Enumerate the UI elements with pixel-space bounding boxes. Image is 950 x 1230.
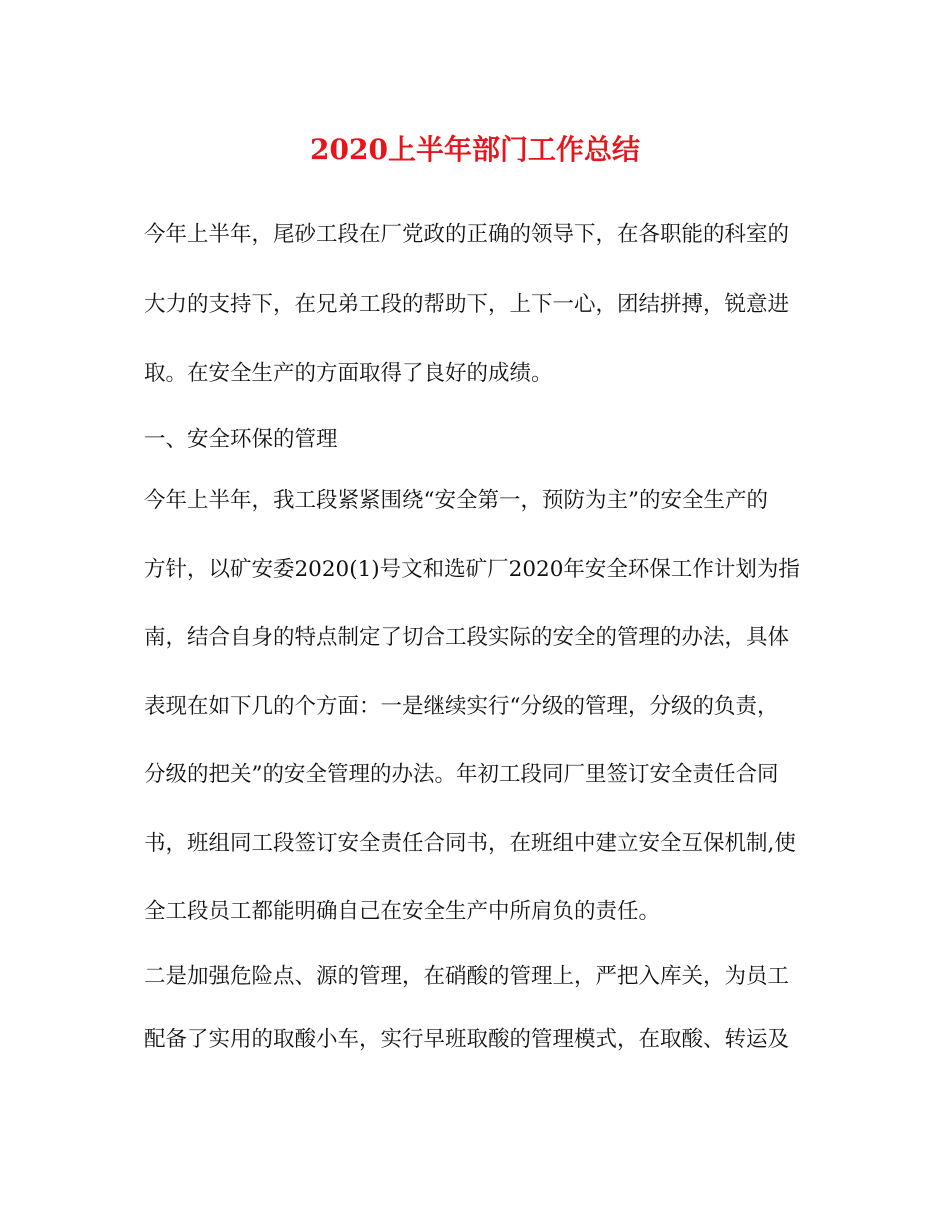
body-line-10: 书，班组同工段签订安全责任合同书，在班组中建立安全互保机制,使 xyxy=(144,831,796,856)
section-heading-1: 一、安全环保的管理 xyxy=(144,427,338,452)
body-line-5: 今年上半年，我工段紧紧围绕“安全第一，预防为主”的安全生产的 xyxy=(144,488,768,513)
body-line-8: 表现在如下几的个方面：一是继续实行“分级的管理，分级的负责， xyxy=(144,694,779,719)
body-line-1: 今年上半年，尾砂工段在厂党政的正确的领导下，在各职能的科室的 xyxy=(144,222,790,247)
body-line-2: 大力的支持下，在兄弟工段的帮助下，上下一心，团结拼搏，锐意进 xyxy=(144,292,790,317)
body-line-12: 二是加强危险点、源的管理，在硝酸的管理上，严把入库关，为员工 xyxy=(144,964,790,989)
body-line-9: 分级的把关”的安全管理的办法。年初工段同厂里签订安全责任合同 xyxy=(144,762,779,787)
body-line-11: 全工段员工都能明确自己在安全生产中所肩负的责任。 xyxy=(144,899,661,924)
document-title: 2020上半年部门工作总结 xyxy=(310,133,640,166)
body-line-6: 方针，以矿安委2020(1)号文和选矿厂2020年安全环保工作计划为指 xyxy=(144,557,800,582)
body-line-7: 南，结合自身的特点制定了切合工段实际的安全的管理的办法，具体 xyxy=(144,625,790,650)
body-line-3: 取。在安全生产的方面取得了良好的成绩。 xyxy=(144,361,553,386)
body-line-13: 配备了实用的取酸小车，实行早班取酸的管理模式，在取酸、转运及 xyxy=(144,1027,790,1052)
